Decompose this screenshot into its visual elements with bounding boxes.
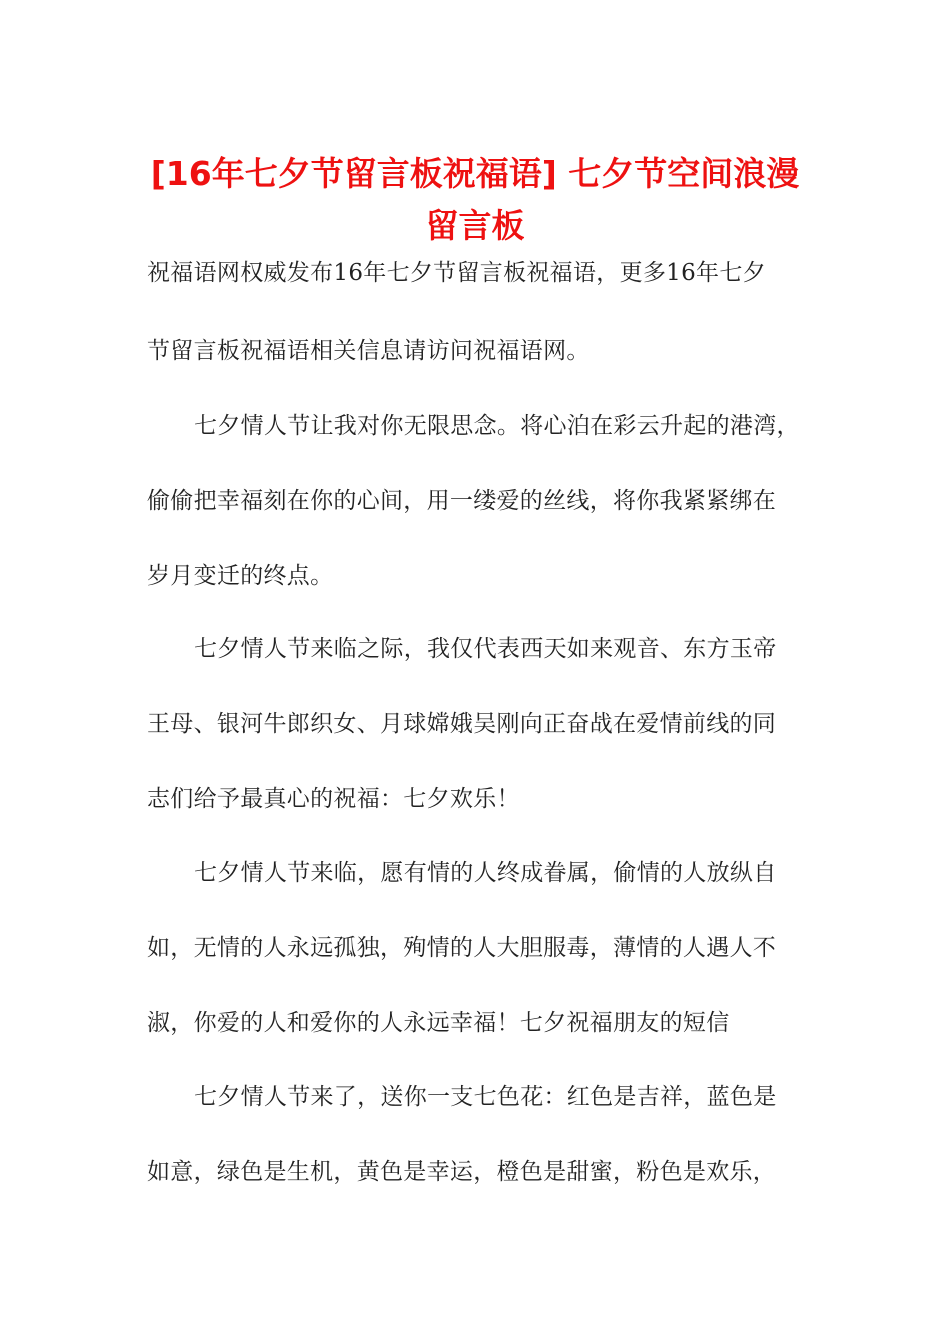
body-line: 志们给予最真心的祝福：七夕欢乐！ [147,786,520,812]
body-line: 七夕情人节让我对你无限思念。将心泊在彩云升起的港湾， [194,413,800,439]
body-line: 七夕情人节来临之际，我仅代表西天如来观音、东方玉帝 [194,636,777,662]
document-title [120,148,830,252]
body-line: 如意，绿色是生机，黄色是幸运，橙色是甜蜜，粉色是欢乐， [147,1159,777,1185]
title-line-2: 留言板 [425,206,525,245]
title-line-1: [16年七夕节留言板祝福语] 七夕节空间浪漫 [150,154,800,193]
body-line: 七夕情人节来了，送你一支七色花：红色是吉祥，蓝色是 [194,1084,777,1110]
body-line: 如，无情的人永远孤独，殉情的人大胆服毒，薄情的人遇人不 [147,935,777,961]
body-line: 淑，你爱的人和爱你的人永远幸福！七夕祝福朋友的短信 [147,1010,730,1036]
body-line: 七夕情人节来临，愿有情的人终成眷属，偷情的人放纵自 [194,860,777,886]
body-line: 节留言板祝福语相关信息请访问祝福语网。 [147,338,590,364]
body-line: 偷偷把幸福刻在你的心间，用一缕爱的丝线，将你我紧紧绑在 [147,488,777,514]
body-line: 王母、银河牛郎织女、月球嫦娥吴刚向正奋战在爱情前线的同 [147,711,777,737]
body-line: 祝福语网权威发布16年七夕节留言板祝福语，更多16年七夕 [147,260,766,286]
body-line: 岁月变迁的终点。 [147,563,334,589]
